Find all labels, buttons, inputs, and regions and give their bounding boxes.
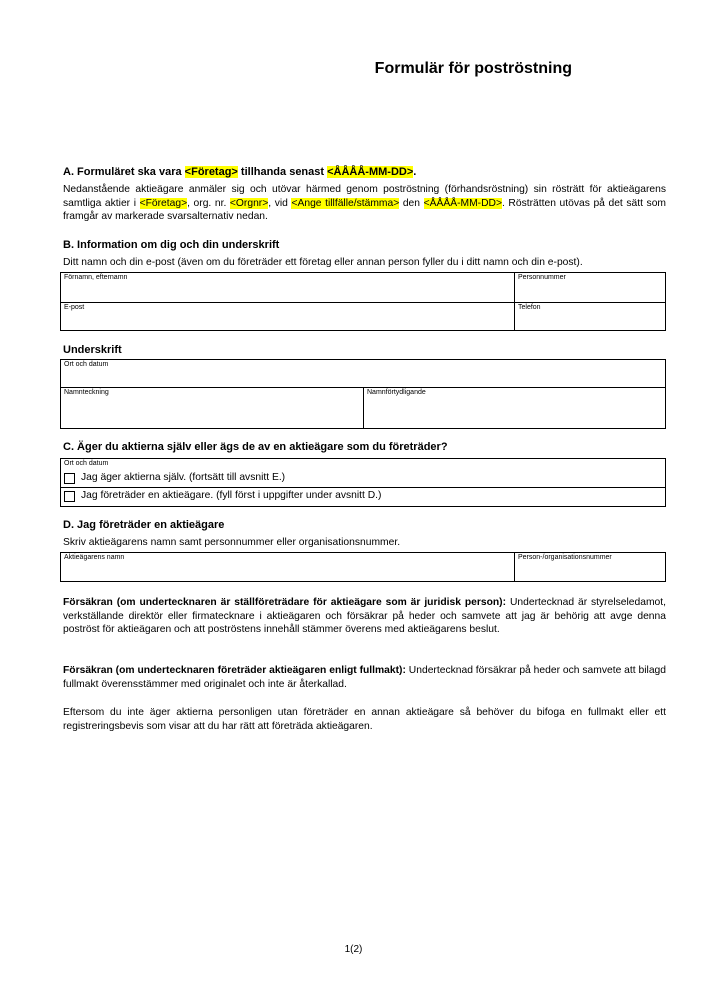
orgnr-placeholder: <Orgnr> [229,197,269,209]
assurance-proxy [63,664,666,691]
section-c-small-label: Ort och datum [64,460,109,467]
name-clarification-label: Namnförtydligande [367,389,426,396]
section-a-text-3: , vid [268,197,292,209]
represent-shareholder-checkbox[interactable] [64,491,75,502]
shareholder-name-label: Aktieägarens namn [64,554,125,561]
contact-info-table [60,272,666,331]
section-a-text-2: , org. nr. [187,197,230,209]
section-a-heading-mid: tillhanda senast [237,166,328,178]
signature-heading: Underskrift [63,344,122,356]
section-a-heading-text: A. Formuläret ska vara [63,166,185,178]
email-field[interactable] [61,303,514,330]
company-placeholder: <Företag> [184,166,238,178]
company-placeholder-inline: <Företag> [139,197,188,209]
assurance-legal-entity [63,596,666,637]
section-a-text-1: Nedanstående aktieägare anmäler sig och utövar härmed genom poströstning (förhandsröstning) sin rösträtt för aktieägarens samtliga aktier i [63,184,666,209]
name-field-label: Förnamn, efternamn [64,274,128,281]
assurance-legal-entity-title: Försäkran (om undertecknaren är ställföreträdare för aktieägare som är juridisk person): [63,597,507,608]
page-number: 1(2) [344,944,363,955]
signature-field[interactable] [61,388,363,428]
phone-field-label: Telefon [518,304,541,311]
org-number-label: Person-/organisationsnummer [518,554,612,561]
section-b-text: Ditt namn och din e-post (även om du företräder ett företag eller annan person fyller du i ditt namn och din e-post). [63,257,583,268]
place-date-label: Ort och datum [64,361,109,368]
section-a-text-4: den [399,197,424,209]
personnummer-field[interactable] [515,273,665,302]
section-d-text: Skriv aktieägarens namn samt personnummer eller organisationsnummer. [63,537,401,548]
name-clarification-field[interactable] [364,388,665,428]
divider [61,487,665,488]
shareholder-table [60,552,666,582]
assurance-proxy-title: Försäkran (om undertecknaren företräder aktieägaren enligt fullmakt): [63,665,406,676]
page-title-wrap [0,60,707,78]
page-title: Formulär för poströstning [374,60,572,77]
section-a-text-5: . Rösträtten utövas på det sätt som framgår av markerade svarsalternativ nedan. [63,197,667,223]
assurance-legal-entity-text: Undertecknad är styrelseledamot, verkställande direktör eller firmatecknare i aktieägaren och försäkrar på heder och samvete att jag är behörig att avge denna poströst för aktieägaren och att poströstens innehåll stämmer överens med aktieägarens beslut. [63,597,666,636]
email-field-label: E-post [64,304,85,311]
section-a-heading [63,166,416,178]
date-placeholder: <ÅÅÅÅ-MM-DD> [327,166,414,178]
personnummer-field-label: Personnummer [518,274,566,281]
own-shares-checkbox[interactable] [64,473,75,484]
signature-label: Namnteckning [64,389,109,396]
proxy-note: Eftersom du inte äger aktierna personligen utan företräder en annan aktieägare så behöver du bifoga en fullmakt eller ett registreringsbevis som visar att du har rätt att företräda aktieägaren. [63,707,666,732]
name-field[interactable] [61,273,514,302]
signature-table [60,359,666,429]
assurance-proxy-text: Undertecknad försäkrar på heder och samvete att bilagd fullmakt överensstämmer med originalet och inte är återkallad. [63,665,667,690]
section-c-heading: C. Äger du aktierna själv eller ägs de av en aktieägare som du företräder? [63,441,448,453]
section-a-text [63,183,666,224]
section-a-heading-end: . [413,166,417,178]
place-date-field[interactable] [61,360,665,387]
own-shares-label: Jag äger aktierna själv. (fortsätt till avsnitt E.) [81,472,286,483]
section-b-heading: B. Information om dig och din underskrift [63,239,280,251]
date-placeholder-inline: <ÅÅÅÅ-MM-DD> [423,197,502,209]
org-number-field[interactable] [515,553,665,581]
represent-shareholder-label: Jag företräder en aktieägare. (fyll först i uppgifter under avsnitt D.) [81,490,382,501]
phone-field[interactable] [515,303,665,330]
occasion-placeholder: <Ange tillfälle/stämma> [291,197,400,209]
ownership-table [60,458,666,507]
shareholder-name-field[interactable] [61,553,514,581]
section-d-heading: D. Jag företräder en aktieägare [63,519,225,531]
